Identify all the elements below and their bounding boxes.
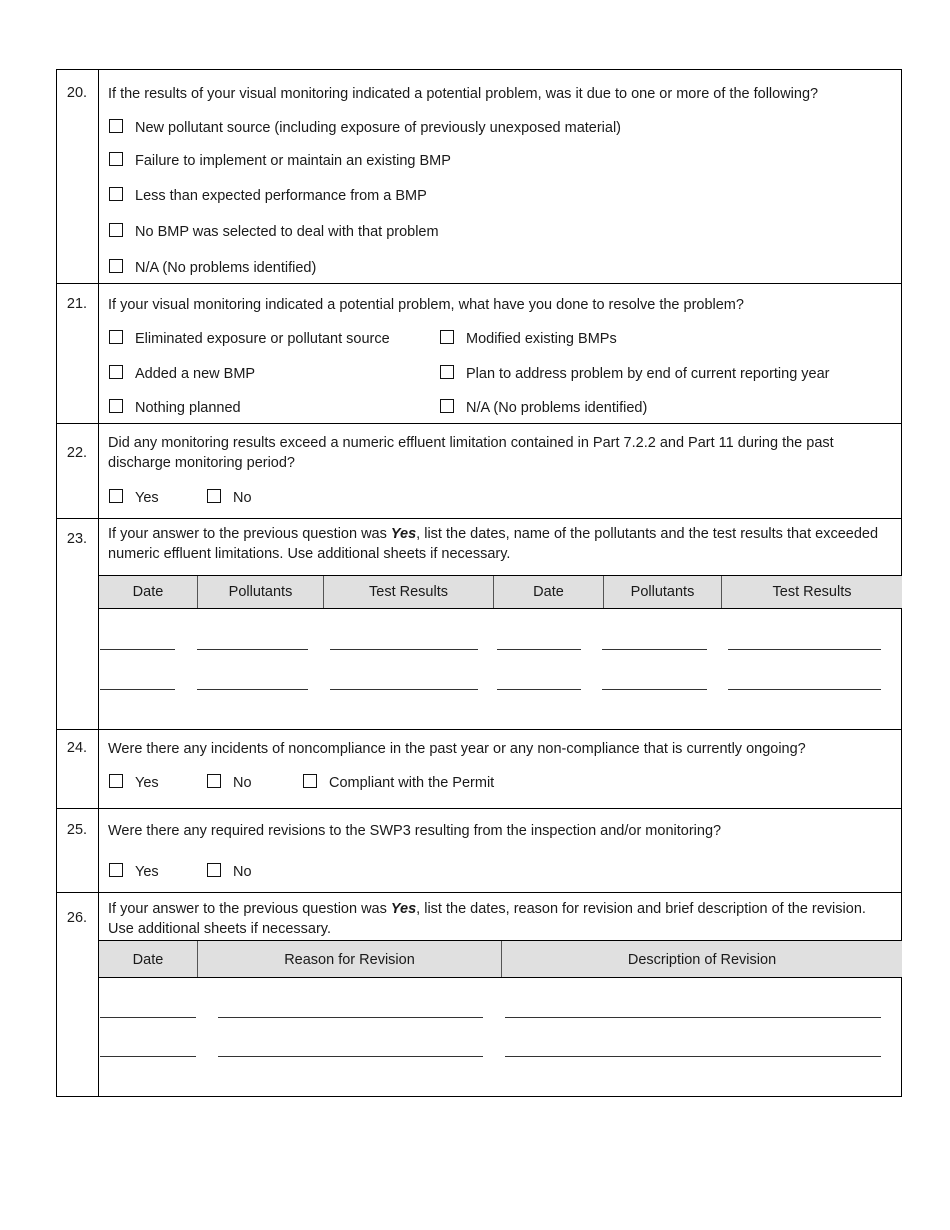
question-text-part: , list the dates, reason for revision and brief description of the revision. Use additional sheets if necessary. — [108, 901, 866, 937]
option-label: No — [233, 864, 252, 880]
description-fill-line[interactable] — [505, 1017, 881, 1018]
yes-option[interactable] — [109, 775, 159, 791]
question-number: 21. — [66, 296, 88, 312]
checkbox[interactable] — [109, 223, 123, 237]
column-header: Date — [493, 576, 603, 608]
question-text: Were there any incidents of noncompliance in the past year or any non-compliance that is currently ongoing? — [108, 741, 806, 757]
test-result-fill-line[interactable] — [728, 689, 881, 690]
option-label: No — [233, 490, 252, 506]
row-divider — [56, 283, 902, 284]
date-fill-line[interactable] — [497, 649, 581, 650]
test-result-fill-line[interactable] — [330, 649, 478, 650]
date-fill-line[interactable] — [497, 689, 581, 690]
checkbox[interactable] — [109, 863, 123, 877]
checkbox-option[interactable] — [109, 366, 255, 382]
option-label: No — [233, 775, 252, 791]
option-label: N/A (No problems identified) — [466, 400, 648, 416]
question-text: Were there any required revisions to the SWP3 resulting from the inspection and/or monitoring? — [108, 823, 722, 839]
date-fill-line[interactable] — [100, 1056, 196, 1057]
checkbox[interactable] — [440, 399, 454, 413]
row-divider — [56, 808, 902, 809]
checkbox-option[interactable] — [440, 400, 647, 416]
option-label: Eliminated exposure or pollutant source — [135, 331, 390, 347]
pollutant-fill-line[interactable] — [602, 649, 707, 650]
option-label: Compliant with the Permit — [329, 775, 495, 791]
question-text — [108, 524, 888, 564]
column-header: Reason for Revision — [197, 941, 501, 977]
row-divider — [56, 892, 902, 893]
checkbox[interactable] — [109, 365, 123, 379]
checkbox[interactable] — [109, 489, 123, 503]
checkbox[interactable] — [109, 774, 123, 788]
checkbox[interactable] — [109, 399, 123, 413]
question-number: 20. — [66, 85, 88, 101]
table-header-row — [99, 940, 902, 978]
row-divider — [56, 729, 902, 730]
option-label: Plan to address problem by end of current reporting year — [466, 366, 830, 382]
option-label: Modified existing BMPs — [466, 331, 617, 347]
question-number: 23. — [66, 531, 88, 547]
option-label: N/A (No problems identified) — [135, 260, 317, 276]
question-text-part: If your answer to the previous question was — [108, 526, 391, 542]
test-result-fill-line[interactable] — [330, 689, 478, 690]
checkbox[interactable] — [207, 489, 221, 503]
yes-option[interactable] — [109, 490, 159, 506]
row-divider — [56, 518, 902, 519]
checkbox-option[interactable] — [109, 260, 316, 276]
checkbox[interactable] — [207, 774, 221, 788]
checkbox-option[interactable] — [109, 120, 621, 136]
column-header: Pollutants — [603, 576, 721, 608]
question-number: 25. — [66, 822, 88, 838]
reason-fill-line[interactable] — [218, 1056, 483, 1057]
row-divider — [56, 423, 902, 424]
checkbox-option[interactable] — [109, 153, 451, 169]
option-label: Nothing planned — [135, 400, 241, 416]
option-label: Failure to implement or maintain an existing BMP — [135, 153, 451, 169]
checkbox-option[interactable] — [109, 224, 439, 240]
checkbox[interactable] — [207, 863, 221, 877]
no-option[interactable] — [207, 864, 252, 880]
pollutant-fill-line[interactable] — [197, 649, 308, 650]
question-text: If your visual monitoring indicated a potential problem, what have you done to resolve the problem? — [108, 297, 744, 313]
option-label: New pollutant source (including exposure of previously unexposed material) — [135, 120, 622, 136]
date-fill-line[interactable] — [100, 649, 175, 650]
question-number: 26. — [66, 910, 88, 926]
pollutant-fill-line[interactable] — [197, 689, 308, 690]
emphasis-text: Yes — [390, 526, 417, 542]
question-text-part: If your answer to the previous question was — [108, 901, 391, 917]
no-option[interactable] — [207, 775, 252, 791]
option-label: Yes — [135, 490, 159, 506]
option-label: Yes — [135, 775, 159, 791]
yes-option[interactable] — [109, 864, 159, 880]
option-label: Yes — [135, 864, 159, 880]
checkbox-option[interactable] — [440, 331, 617, 347]
column-header: Description of Revision — [501, 941, 902, 977]
checkbox-option[interactable] — [109, 400, 241, 416]
column-header: Date — [132, 952, 164, 968]
pollutant-fill-line[interactable] — [602, 689, 707, 690]
checkbox[interactable] — [109, 330, 123, 344]
column-header: Test Results — [721, 576, 902, 608]
checkbox[interactable] — [109, 259, 123, 273]
column-header: Date — [132, 584, 164, 600]
option-label: Less than expected performance from a BMP — [135, 188, 427, 204]
column-header: Test Results — [323, 576, 493, 608]
checkbox-option[interactable] — [109, 331, 390, 347]
emphasis-text: Yes — [390, 901, 417, 917]
date-fill-line[interactable] — [100, 689, 175, 690]
checkbox[interactable] — [109, 187, 123, 201]
test-result-fill-line[interactable] — [728, 649, 881, 650]
option-label: No BMP was selected to deal with that problem — [135, 224, 439, 240]
question-text: Did any monitoring results exceed a numeric effluent limitation contained in Part 7.2.2 and Part 11 during the past discharge monitoring period? — [108, 435, 834, 471]
checkbox[interactable] — [440, 330, 454, 344]
question-number: 24. — [66, 740, 88, 756]
table-header-row — [99, 575, 902, 609]
question-text-part: , list the dates, name of the pollutants and the test results that exceeded numeric effluent limitations. Use additional sheets if necessary. — [108, 526, 879, 562]
checkbox-option[interactable] — [440, 366, 830, 382]
question-text — [108, 899, 888, 939]
checkbox[interactable] — [440, 365, 454, 379]
checkbox-option[interactable] — [109, 188, 427, 204]
checkbox[interactable] — [303, 774, 317, 788]
question-text: If the results of your visual monitoring indicated a potential problem, was it due to one or more of the following? — [108, 86, 819, 102]
option-label: Added a new BMP — [135, 366, 256, 382]
question-number: 22. — [66, 445, 88, 461]
column-header: Pollutants — [197, 576, 323, 608]
checkbox[interactable] — [109, 119, 123, 133]
date-fill-line[interactable] — [100, 1017, 196, 1018]
compliant-option[interactable] — [303, 775, 494, 791]
checkbox[interactable] — [109, 152, 123, 166]
no-option[interactable] — [207, 490, 252, 506]
description-fill-line[interactable] — [505, 1056, 881, 1057]
reason-fill-line[interactable] — [218, 1017, 483, 1018]
